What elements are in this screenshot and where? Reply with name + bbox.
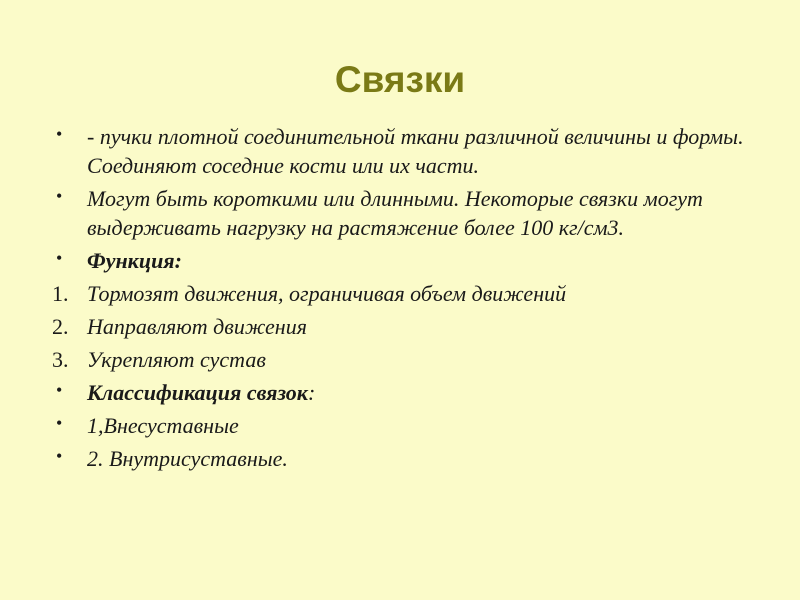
bullet-marker: •	[56, 186, 63, 206]
list-item-text: Тормозят движения, ограничивая объем движений	[87, 281, 567, 306]
number-marker: 1.	[52, 281, 69, 306]
list-item-text: Укрепляют сустав	[87, 347, 266, 372]
function-heading-colon: :	[174, 248, 182, 273]
bullet-marker: •	[56, 446, 63, 466]
list-item-text: Могут быть короткими или длинными. Некоторые связки могут выдерживать нагрузку на растяжение более 100 кг/см3.	[87, 186, 703, 240]
list-item-text: 2. Внутрисуставные.	[87, 446, 288, 471]
list-item	[52, 378, 752, 407]
list-item	[52, 444, 752, 473]
slide-title: Связки	[334, 59, 466, 100]
bullet-marker: •	[56, 413, 63, 433]
classification-heading-colon: :	[307, 380, 316, 405]
bullet-marker: •	[56, 380, 63, 400]
list-item	[52, 184, 752, 242]
slide-content	[52, 122, 752, 477]
list-item	[52, 246, 752, 275]
list-item	[52, 312, 752, 341]
number-marker: 2.	[52, 314, 69, 339]
number-marker: 3.	[52, 347, 69, 372]
list-item	[52, 279, 752, 308]
list-item	[52, 411, 752, 440]
function-heading-bold: Функция	[87, 248, 175, 273]
function-heading	[87, 246, 752, 275]
list-item-text: 1,Внесуставные	[87, 413, 239, 438]
list-item	[52, 345, 752, 374]
classification-heading-bold: Классификация связок	[87, 380, 308, 405]
bullet-marker: •	[56, 248, 63, 268]
bullet-marker: •	[56, 124, 63, 144]
list-item-text: Направляют движения	[87, 314, 307, 339]
list-item-text: - пучки плотной соединительной ткани различной величины и формы. Соединяют соседние кости или их части.	[87, 124, 744, 178]
classification-heading	[87, 378, 752, 407]
list-item	[52, 122, 752, 180]
